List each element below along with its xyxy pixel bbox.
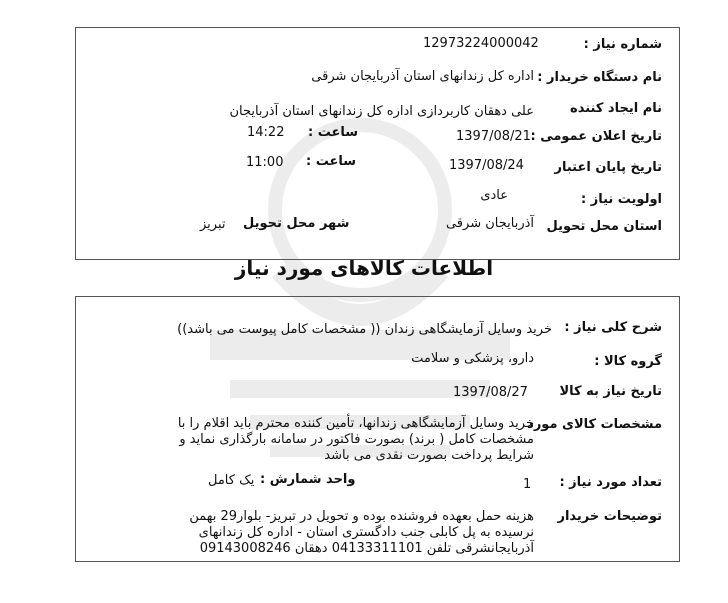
city-label: شهر محل تحویل	[243, 216, 350, 231]
province-label: استان محل تحویل	[546, 219, 662, 234]
priority-label: اولویت نیاز :	[580, 192, 662, 207]
need-number-label: شماره نیاز :	[583, 37, 662, 52]
specs-value: خرید وسایل آزمایشگاهی زندانها، تأمین کننده محترم باید اقلام را با مشخصات کامل ( برند) بصورت فاکتور در سامانه بارگذاری نماید و شرایط پرداخت بصورت نقدی می باشد	[177, 416, 534, 463]
expire-date-value: 1397/08/24	[449, 158, 524, 173]
expire-time-label: ساعت :	[306, 154, 357, 169]
announce-date-value: 1397/08/21	[456, 129, 531, 144]
city-value: تبریز	[200, 217, 226, 232]
announce-date-label: تاریخ اعلان عمومی :	[530, 129, 662, 144]
buyer-notes-label: توضیحات خریدار	[557, 509, 662, 524]
qty-value: 1	[523, 477, 532, 492]
expire-time-value: 11:00	[246, 155, 284, 170]
specs-label: مشخصات کالای مورد	[527, 417, 662, 432]
creator-label: نام ایجاد کننده	[570, 101, 662, 116]
need-date-value: 1397/08/27	[453, 385, 528, 400]
announce-time-value: 14:22	[247, 125, 285, 140]
group-label: گروه کالا :	[594, 354, 662, 369]
buyer-notes-value: هزینه حمل بعهده فروشنده بوده و تحویل در تبریز- بلوار29 بهمن نرسیده به پل کابلی جنب دادگستری استان - اداره کل زندانهای آذربایجانشرقی تلفن 04133311101 دهقان 09143008246	[189, 509, 534, 556]
section-title: اطلاعات کالاهای مورد نیاز	[234, 256, 494, 280]
group-value: دارو، پزشکی و سلامت	[411, 351, 534, 366]
qty-label: تعداد مورد نیاز :	[559, 475, 662, 490]
expire-date-label: تاریخ پایان اعتبار	[554, 160, 662, 175]
buyer-value: اداره کل زندانهای استان آذربایجان شرقی	[311, 69, 534, 84]
province-value: آذربایجان شرقی	[445, 216, 534, 231]
summary-value: خرید وسایل آزمایشگاهی زندان (( مشخصات کامل پیوست می باشد))	[177, 322, 552, 337]
unit-label: واحد شمارش :	[260, 472, 356, 487]
unit-value: یک کامل	[208, 473, 255, 488]
announce-time-label: ساعت :	[308, 125, 359, 140]
need-date-label: تاریخ نیاز به کالا	[559, 384, 662, 399]
buyer-label: نام دستگاه خریدار :	[537, 70, 662, 85]
priority-value: عادی	[480, 188, 508, 203]
summary-label: شرح کلی نیاز :	[564, 320, 662, 335]
need-number-value: 12973224000042	[423, 36, 539, 51]
creator-value: علی دهقان کاربردازی اداره کل زندانهای استان آذربایجان	[229, 104, 534, 119]
